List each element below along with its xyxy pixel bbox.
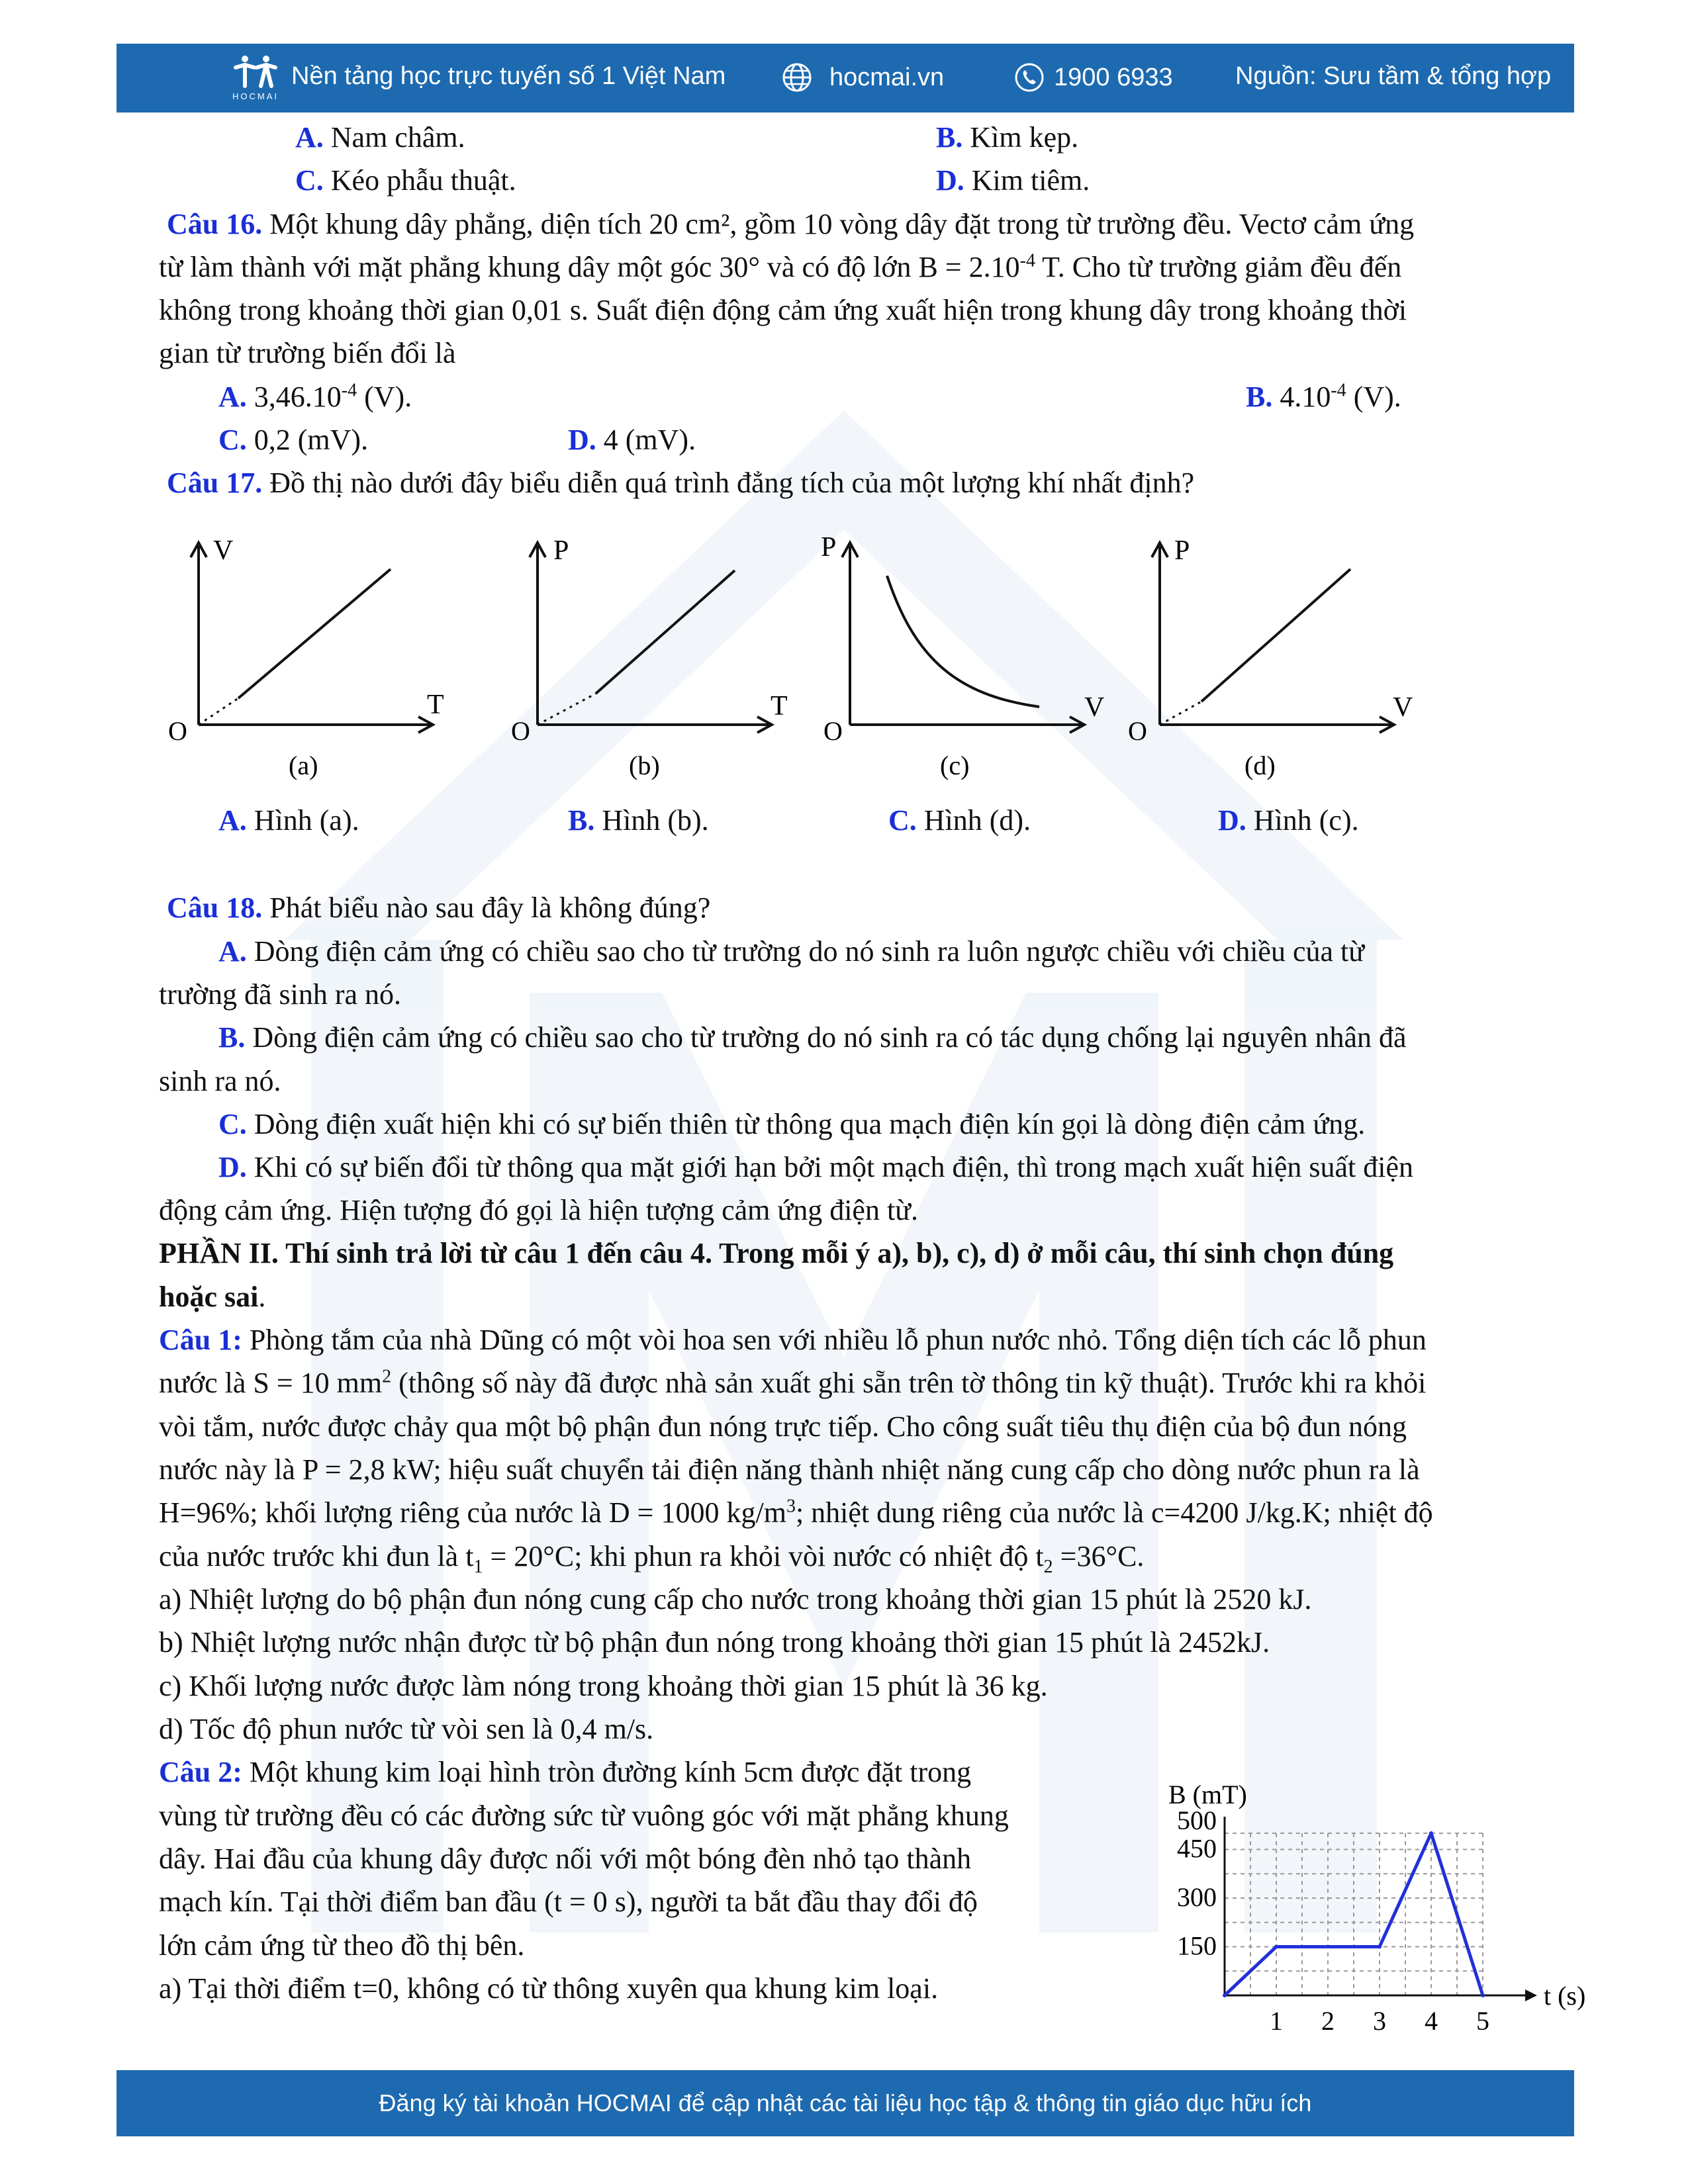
y-tick-label: 500 [1177, 1805, 1217, 1835]
graph-d-origin: O [1128, 716, 1147, 746]
q18-option-a-cont: trường đã sinh ra nó. [159, 978, 402, 1011]
p2q1-line-5: H=96%; khối lượng riêng của nước là D = 1000 $kg/m^3$; nhiệt dung riêng của nước là c=4200 J/kg.K; nhiệt độ [159, 1496, 1433, 1529]
hocmai-logo-icon [229, 53, 282, 91]
q15-option-a: A. Nam châm. [295, 121, 465, 154]
q16-option-a: A. $3,46.10^{-4}$ (V). [218, 380, 412, 413]
footer-bar [117, 2070, 1574, 2136]
y-axis-label: B (mT) [1168, 1780, 1247, 1809]
x-tick-label: 5 [1476, 2006, 1489, 2036]
q17-stem: Câu 17. Đồ thị nào dưới đây biểu diễn quá trình đẳng tích của một lượng khí nhất định? [167, 467, 1195, 499]
p2q1-line-3: vòi tắm, nước được chảy qua một bộ phận đun nóng trực tiếp. Cho công suất tiêu thụ điện của bộ đun nóng [159, 1410, 1407, 1443]
graph-d-x-label: V [1393, 692, 1413, 723]
graph-c-y-label: P [821, 532, 837, 563]
header-tagline: Nền tảng học trực tuyến số 1 Việt Nam [291, 62, 726, 90]
p2q2-line-5: lớn cảm ứng từ theo đồ thị bên. [159, 1929, 525, 1962]
p2q2-line-2: vùng từ trường đều có các đường sức từ vuông góc với mặt phẳng khung [159, 1799, 1009, 1832]
graph-d-caption: (d) [1244, 751, 1276, 780]
part2-heading-cont: hoặc sai. [159, 1281, 266, 1313]
header-phone[interactable] [1014, 62, 1173, 93]
q16-line-4: gian từ trường biến đổi là [159, 337, 456, 369]
b-series-point [1481, 1993, 1485, 1997]
q16-line-1: Câu 16. Một khung dây phẳng, diện tích 20 cm², gồm 10 vòng dây đặt trong từ trường đều. Vectơ cảm ứng [167, 208, 1415, 240]
q17-option-d: D. Hình (c). [1218, 804, 1359, 837]
q17-option-b: B. Hình (b). [568, 804, 709, 837]
graph-c-x-label: V [1084, 692, 1105, 723]
q18-option-b: B. Dòng điện cảm ứng có chiều sao cho từ trường do nó sinh ra có tác dụng chống lại nguyên nhân đã [218, 1021, 1407, 1054]
q18-option-d: D. Khi có sự biến đổi từ thông qua mặt giới hạn bởi một mạch điện, thì trong mạch xuất hiện suất điện [218, 1151, 1414, 1183]
p2q2-line-1: Câu 2: Một khung kim loại hình tròn đường kính 5cm được đặt trong [159, 1756, 972, 1788]
x-tick-label: 2 [1321, 2006, 1335, 2036]
p2q1-line-6: của nước trước khi đun là $t_1 = 20^\circ C$; khi phun ra khỏi vòi nước có nhiệt độ $t_2 =36^\circ C$. [159, 1540, 1145, 1577]
graph-b-origin: O [511, 716, 530, 746]
logo-text: HOCMAI [232, 91, 279, 101]
graph-c-caption: (c) [940, 751, 970, 780]
graph-c-origin: O [823, 716, 843, 746]
graph-d-y-label: P [1174, 535, 1190, 566]
q18-option-d-cont: động cảm ứng. Hiện tượng đó gọi là hiện tượng cảm ứng điện từ. [159, 1194, 919, 1226]
q16-option-d: D. 4 (mV). [568, 424, 696, 456]
website-text: hocmai.vn [829, 63, 945, 91]
p2q2-statement-a: a) Tại thời điểm t=0, không có từ thông xuyên qua khung kim loại. [159, 1972, 939, 2005]
q16-option-b: B. $4.10^{-4}$ (V). [1246, 380, 1401, 413]
p2q1-statement-d: d) Tốc độ phun nước từ vòi sen là 0,4 m/s. [159, 1713, 654, 1745]
graph-a-y-label: V [213, 535, 234, 566]
header-source: Nguồn: Sưu tầm & tổng hợp [1235, 62, 1552, 90]
p2q2-line-4: mạch kín. Tại thời điểm ban đầu (t = 0 s), người ta bắt đầu thay đổi độ [159, 1886, 978, 1918]
q15-option-b: B. Kìm kẹp. [936, 121, 1079, 154]
b-series-point [1223, 1993, 1227, 1997]
q18-option-c: C. Dòng điện xuất hiện khi có sự biến thiên từ thông qua mạch điện kín gọi là dòng điện cảm ứng. [218, 1108, 1366, 1140]
b-series-point [1274, 1945, 1278, 1949]
part2-heading: PHẦN II. Thí sinh trả lời từ câu 1 đến câu 4. Trong mỗi ý a), b), c), d) ở mỗi câu, thí sinh chọn đúng [159, 1237, 1394, 1269]
q18-option-b-cont: sinh ra nó. [159, 1065, 281, 1097]
footer-text: Đăng ký tài khoản HOCMAI để cập nhật các tài liệu học tập & thông tin giáo dục hữu ích [379, 2089, 1312, 2116]
graph-a-origin: O [168, 716, 187, 746]
q15-option-c: C. Kéo phẫu thuật. [295, 164, 516, 197]
p2q1-statement-a: a) Nhiệt lượng do bộ phận đun nóng cung cấp cho nước trong khoảng thời gian 15 phút là 2520 kJ. [159, 1583, 1312, 1615]
q15-option-d: D. Kim tiêm. [936, 164, 1090, 197]
p2q1-line-1: Câu 1: Phòng tắm của nhà Dũng có một vòi hoa sen với nhiều lỗ phun nước nhỏ. Tổng diện tích các lỗ phun [159, 1324, 1427, 1356]
graph-a-x-label: T [427, 690, 444, 720]
y-tick-label: 300 [1177, 1882, 1217, 1912]
graph-c [821, 529, 1125, 801]
graph-b-y-label: P [553, 535, 569, 566]
q18-option-a: A. Dòng điện cảm ứng có chiều sao cho từ trường do nó sinh ra luôn ngược chiều với chiều của từ [218, 935, 1365, 968]
graph-a [159, 529, 477, 801]
graph-b-caption: (b) [629, 751, 660, 780]
p2q2-line-3: dây. Hai đầu của khung dây được nối với một bóng đèn nhỏ tạo thành [159, 1843, 972, 1875]
p2q1-line-4: nước này là P = 2,8 kW; hiệu suất chuyển tải điện năng thành nhiệt năng cung cấp cho dòng nước phun ra là [159, 1453, 1420, 1486]
phone-icon [1014, 62, 1045, 93]
q17-option-c: C. Hình (d). [888, 804, 1031, 837]
y-tick-label: 450 [1177, 1833, 1217, 1864]
q18-stem: Câu 18. Phát biểu nào sau đây là không đúng? [167, 891, 711, 924]
x-tick-label: 1 [1270, 2006, 1283, 2036]
x-axis-arrow [1525, 1989, 1537, 2001]
hocmai-logo [229, 53, 282, 101]
x-axis-label: t (s) [1544, 1981, 1586, 2011]
q16-line-3: không trong khoảng thời gian 0,01 s. Suất điện động cảm ứng xuất hiện trong khung dây trong khoảng thời [159, 294, 1407, 326]
phone-text: 1900 6933 [1054, 63, 1173, 91]
globe-icon [782, 62, 812, 93]
b-series-point [1378, 1945, 1382, 1949]
q17-option-a: A. Hình (a). [218, 804, 359, 837]
x-tick-label: 4 [1425, 2006, 1438, 2036]
q16-line-2: từ làm thành với mặt phẳng khung dây một góc 30° và có độ lớn $B = 2.10^{-4}$ T. Cho từ trường giảm đều đến [159, 250, 1402, 283]
p2q1-statement-b: b) Nhiệt lượng nước nhận được từ bộ phận đun nóng trong khoảng thời gian 15 phút là 2452kJ. [159, 1626, 1270, 1659]
graph-d [1125, 529, 1430, 801]
graph-a-caption: (a) [289, 751, 318, 780]
p2q1-line-2: nước là S = 10 $mm^2$ (thông số này đã được nhà sản xuất ghi sẵn trên tờ thông tin kỹ thuật). Trước khi ra khỏi [159, 1366, 1427, 1399]
p2q1-statement-c: c) Khối lượng nước được làm nóng trong khoảng thời gian 15 phút là 36 kg. [159, 1670, 1048, 1702]
q16-option-c: C. 0,2 (mV). [218, 424, 369, 456]
graph-b-x-label: T [771, 691, 788, 721]
header-website[interactable] [782, 62, 944, 93]
graph-b [503, 529, 821, 801]
y-tick-label: 150 [1177, 1931, 1217, 1961]
header-bar [117, 44, 1574, 113]
b-series-point [1429, 1831, 1433, 1835]
x-tick-label: 3 [1373, 2006, 1386, 2036]
b-vs-t-chart [1158, 1774, 1622, 2052]
